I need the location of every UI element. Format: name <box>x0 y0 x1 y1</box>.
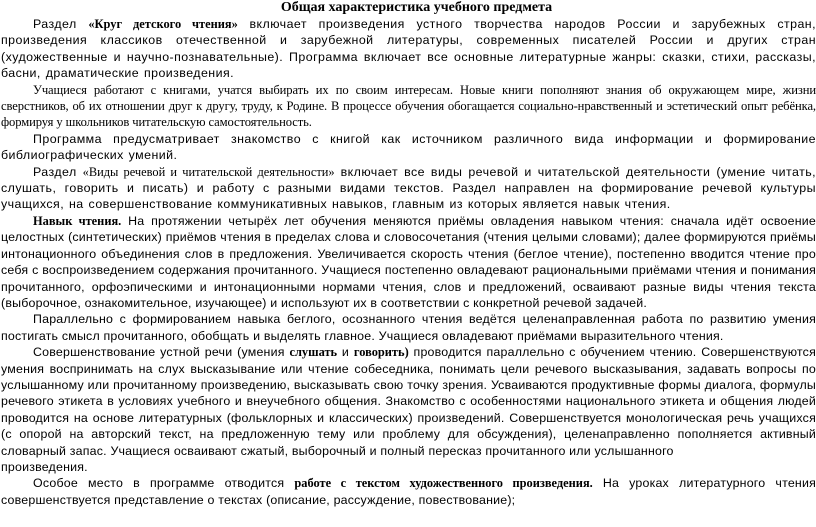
p4-section-name: «Виды речевой и читательской деятельности» <box>82 164 335 179</box>
p7-text-1: Совершенствование устной речи (умения <box>33 345 290 360</box>
paragraph-reading-skill <box>1 213 816 311</box>
page-title: Общая характеристика учебного предмета <box>280 0 553 15</box>
paragraph-students-books: Учащиеся работают с книгами, учатся выбирать их по своим интересам. Новые книги пополняют знания об окружающем мире, жизни сверстников, об их отношении друг к другу, труду, к Родине. В процессе обучения обогащается социально-нравственный и эстетический опыт ребёнка, формируя у школьников читательскую самостоятельность. <box>1 82 816 130</box>
paragraph-oral-speech <box>1 344 816 475</box>
p7-text-2: и <box>337 345 354 360</box>
p8-text-2: На уроках литературного чтения совершенствуется представление о текстах (описание, рассуждение, повествование); <box>1 476 816 507</box>
p4-text-2: включает все виды речевой и читательской деятельности (умение читать, слушать, говорить и писать) и работу с разными видами текстов. Раздел направлен на формирование речевой культуры учащихся, на совершенствование коммуникативных навыков, главным из которых является навык чтения. <box>1 164 816 212</box>
paragraph-fluent-reading: Параллельно с формированием навыка беглого, осознанного чтения ведётся целенаправленная работа по развитию умения постигать смысл прочитанного, обобщать и выделять главное. Учащиеся овладевают приёмами выразительного чтения. <box>1 312 816 343</box>
paragraph-text-work <box>1 475 816 507</box>
p5-text-1: На протяжении четырёх лет обучения меняются приёмы овладения навыком чтения: сначала идёт освоение целостных (синтетических) приёмов чтения в пределах слова и словосочетания (чтения целыми словами); далее формируются приёмы интонационного объединения слов в предложения. Увеличивается скорость чтения (беглое чтение), постепенно вводится чтение про себя с воспроизведением содержания прочитанного. Учащиеся постепенно овладевают рациональными приёмами чтения и понимания прочитанного, орфоэпическими и интонационными нормами чтения, слов и предложений, осваивают разные виды чтения текста (выборочное, ознакомительное, изучающее) и используют их в соответствии с конкретной речевой задачей. <box>1 213 816 310</box>
p5-bold-heading: Навык чтения. <box>33 213 122 228</box>
p7-text-4: произведения. <box>1 459 88 474</box>
p4-text-1: Раздел <box>33 164 83 179</box>
paragraph-speech-activities <box>1 164 816 213</box>
p7-bold-speak: говорить) <box>353 345 409 360</box>
p8-bold-text-work: работе с текстом художественного произведения. <box>294 476 593 491</box>
p7-bold-listen: слушать <box>289 345 338 360</box>
p8-text-1: Особое место в программе отводится <box>33 476 295 491</box>
paragraph-reading-circle <box>1 16 816 82</box>
p1-text-2: включает произведения устного творчества народов России и зарубежных стран, произведения классиков отечественной и зарубежной литературы, современных писателей России и других стран (художественные и научно-познавательные). Программа включает все основные литературные жанры: сказки, стихи, рассказы, басни, драматические произведения. <box>1 17 816 81</box>
p1-bold-section-name: «Круг детского чтения» <box>88 17 238 31</box>
p7-text-3: проводится параллельно с обучением чтению. Совершенствуются умения воспринимать на слух высказывание или чтение собеседника, понимать цели речевого высказывания, задавать вопросы по услышанному или прочитанному произведению, высказывать свою точку зрения. Усваиваются продуктивные формы диалога, формулы речевого этикета в условиях учебного и внеучебного общения. Знакомство с особенностями национального этикета и общения людей проводится на основе литературных (фольклорных и классических) произведений. Совершенствуется монологическая речь учащихся (с опорой на авторский текст, на предложенную тему или проблему для обсуждения), целенаправленно пополняется активный словарный запас. Учащиеся осваивают сжатый, выборочный и полный пересказ прочитанного или услышанного <box>1 345 816 458</box>
paragraph-program-info: Программа предусматривает знакомство с книгой как источником различного вида информации и формирование библиографических умений. <box>1 131 816 163</box>
p1-text-1: Раздел <box>33 17 89 31</box>
